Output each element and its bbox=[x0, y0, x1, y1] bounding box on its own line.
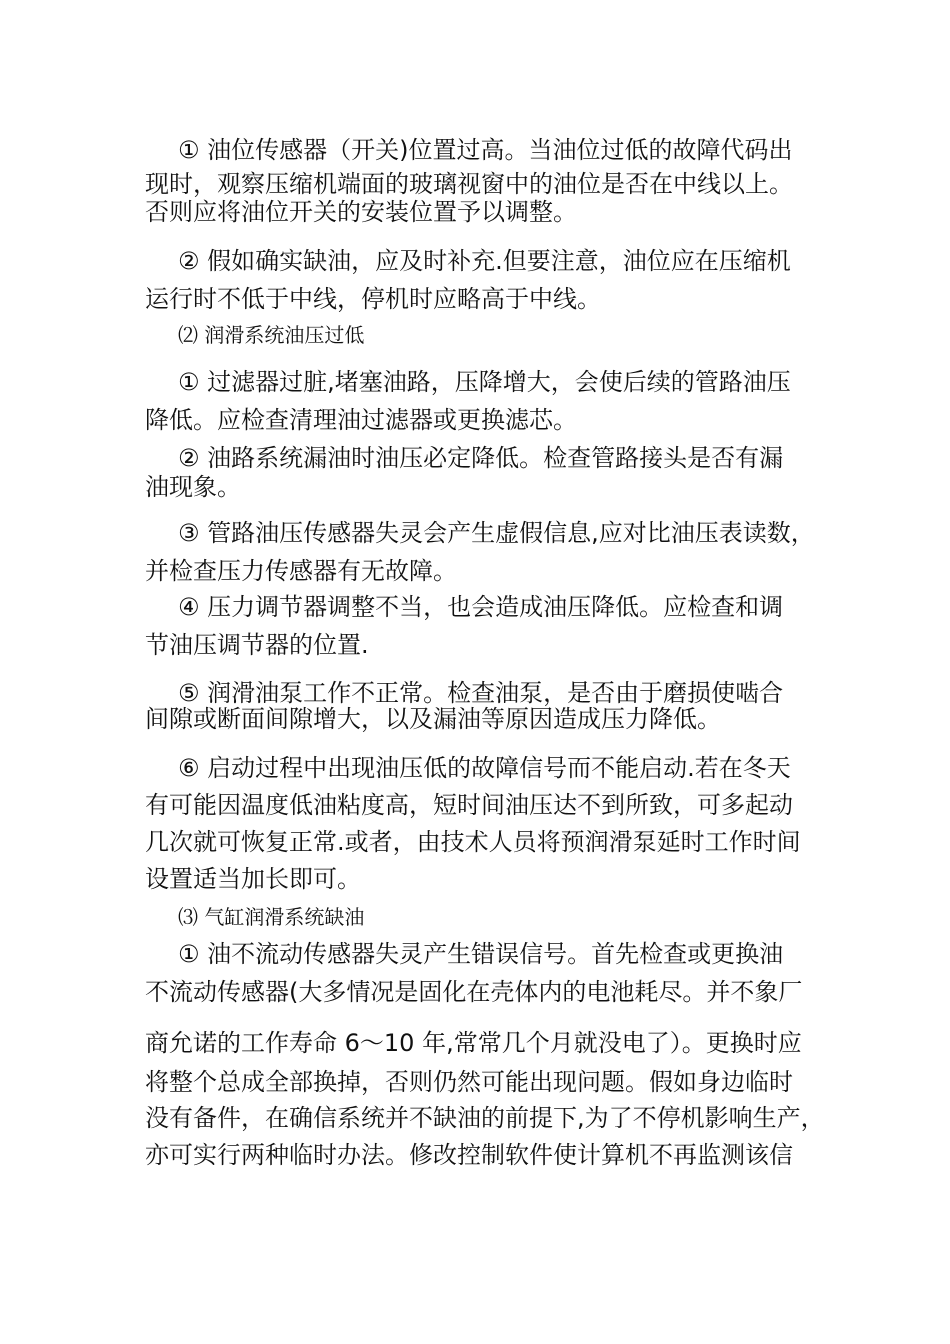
text-line: 运行时不低于中线，停机时应略高于中线。 bbox=[145, 285, 601, 313]
text-line: 节油压调节器的位置. bbox=[145, 631, 369, 659]
text-line: ③ 管路油压传感器失灵会产生虚假信息,应对比油压表读数， bbox=[178, 519, 815, 547]
text-line: 并检查压力传感器有无故障。 bbox=[145, 557, 457, 585]
text-line: 现时，观察压缩机端面的玻璃视窗中的油位是否在中线以上。 bbox=[145, 170, 793, 198]
text-line: 否则应将油位开关的安装位置予以调整。 bbox=[145, 198, 577, 226]
text-line: ② 假如确实缺油，应及时补充.但要注意，油位应在压缩机 bbox=[178, 247, 791, 275]
text-line: 亦可实行两种临时办法。修改控制软件使计算机不再监测该信 bbox=[145, 1141, 793, 1169]
text-line: 不流动传感器(大多情况是固化在壳体内的电池耗尽。并不象厂 bbox=[145, 978, 803, 1006]
section-heading: ⑶ 气缸润滑系统缺油 bbox=[178, 905, 365, 929]
text-line: 几次就可恢复正常.或者，由技术人员将预润滑泵延时工作时间 bbox=[145, 828, 801, 856]
text-line: ④ 压力调节器调整不当，也会造成油压降低。应检查和调 bbox=[178, 593, 784, 621]
section-heading: ⑵ 润滑系统油压过低 bbox=[178, 323, 365, 347]
text-line: ① 过滤器过脏,堵塞油路，压降增大，会使后续的管路油压 bbox=[178, 368, 791, 396]
text-line: ② 油路系统漏油时油压必定降低。检查管路接头是否有漏 bbox=[178, 444, 784, 472]
text-line: ⑤ 润滑油泵工作不正常。检查油泵，是否由于磨损使啮合 bbox=[178, 679, 784, 707]
text-line: 间隙或断面间隙增大，以及漏油等原因造成压力降低。 bbox=[145, 705, 721, 733]
text-line: 降低。应检查清理油过滤器或更换滤芯。 bbox=[145, 406, 577, 434]
text-line: ① 油位传感器（开关)位置过高。当油位过低的故障代码出 bbox=[178, 136, 793, 164]
text-line: 有可能因温度低油粘度高，短时间油压达不到所致，可多起动 bbox=[145, 791, 793, 819]
text-line: 设置适当加长即可。 bbox=[145, 865, 361, 893]
text-line: ① 油不流动传感器失灵产生错误信号。首先检查或更换油 bbox=[178, 940, 784, 968]
text-line: 油现象。 bbox=[145, 473, 241, 501]
text-line: 将整个总成全部换掉，否则仍然可能出现问题。假如身边临时 bbox=[145, 1068, 793, 1096]
text-line: 没有备件，在确信系统并不缺油的前提下,为了不停机影响生产， bbox=[145, 1104, 825, 1132]
text-line: ⑥ 启动过程中出现油压低的故障信号而不能启动.若在冬天 bbox=[178, 754, 791, 782]
text-line: 商允诺的工作寿命 6～10 年,常常几个月就没电了）。更换时应 bbox=[145, 1029, 802, 1057]
